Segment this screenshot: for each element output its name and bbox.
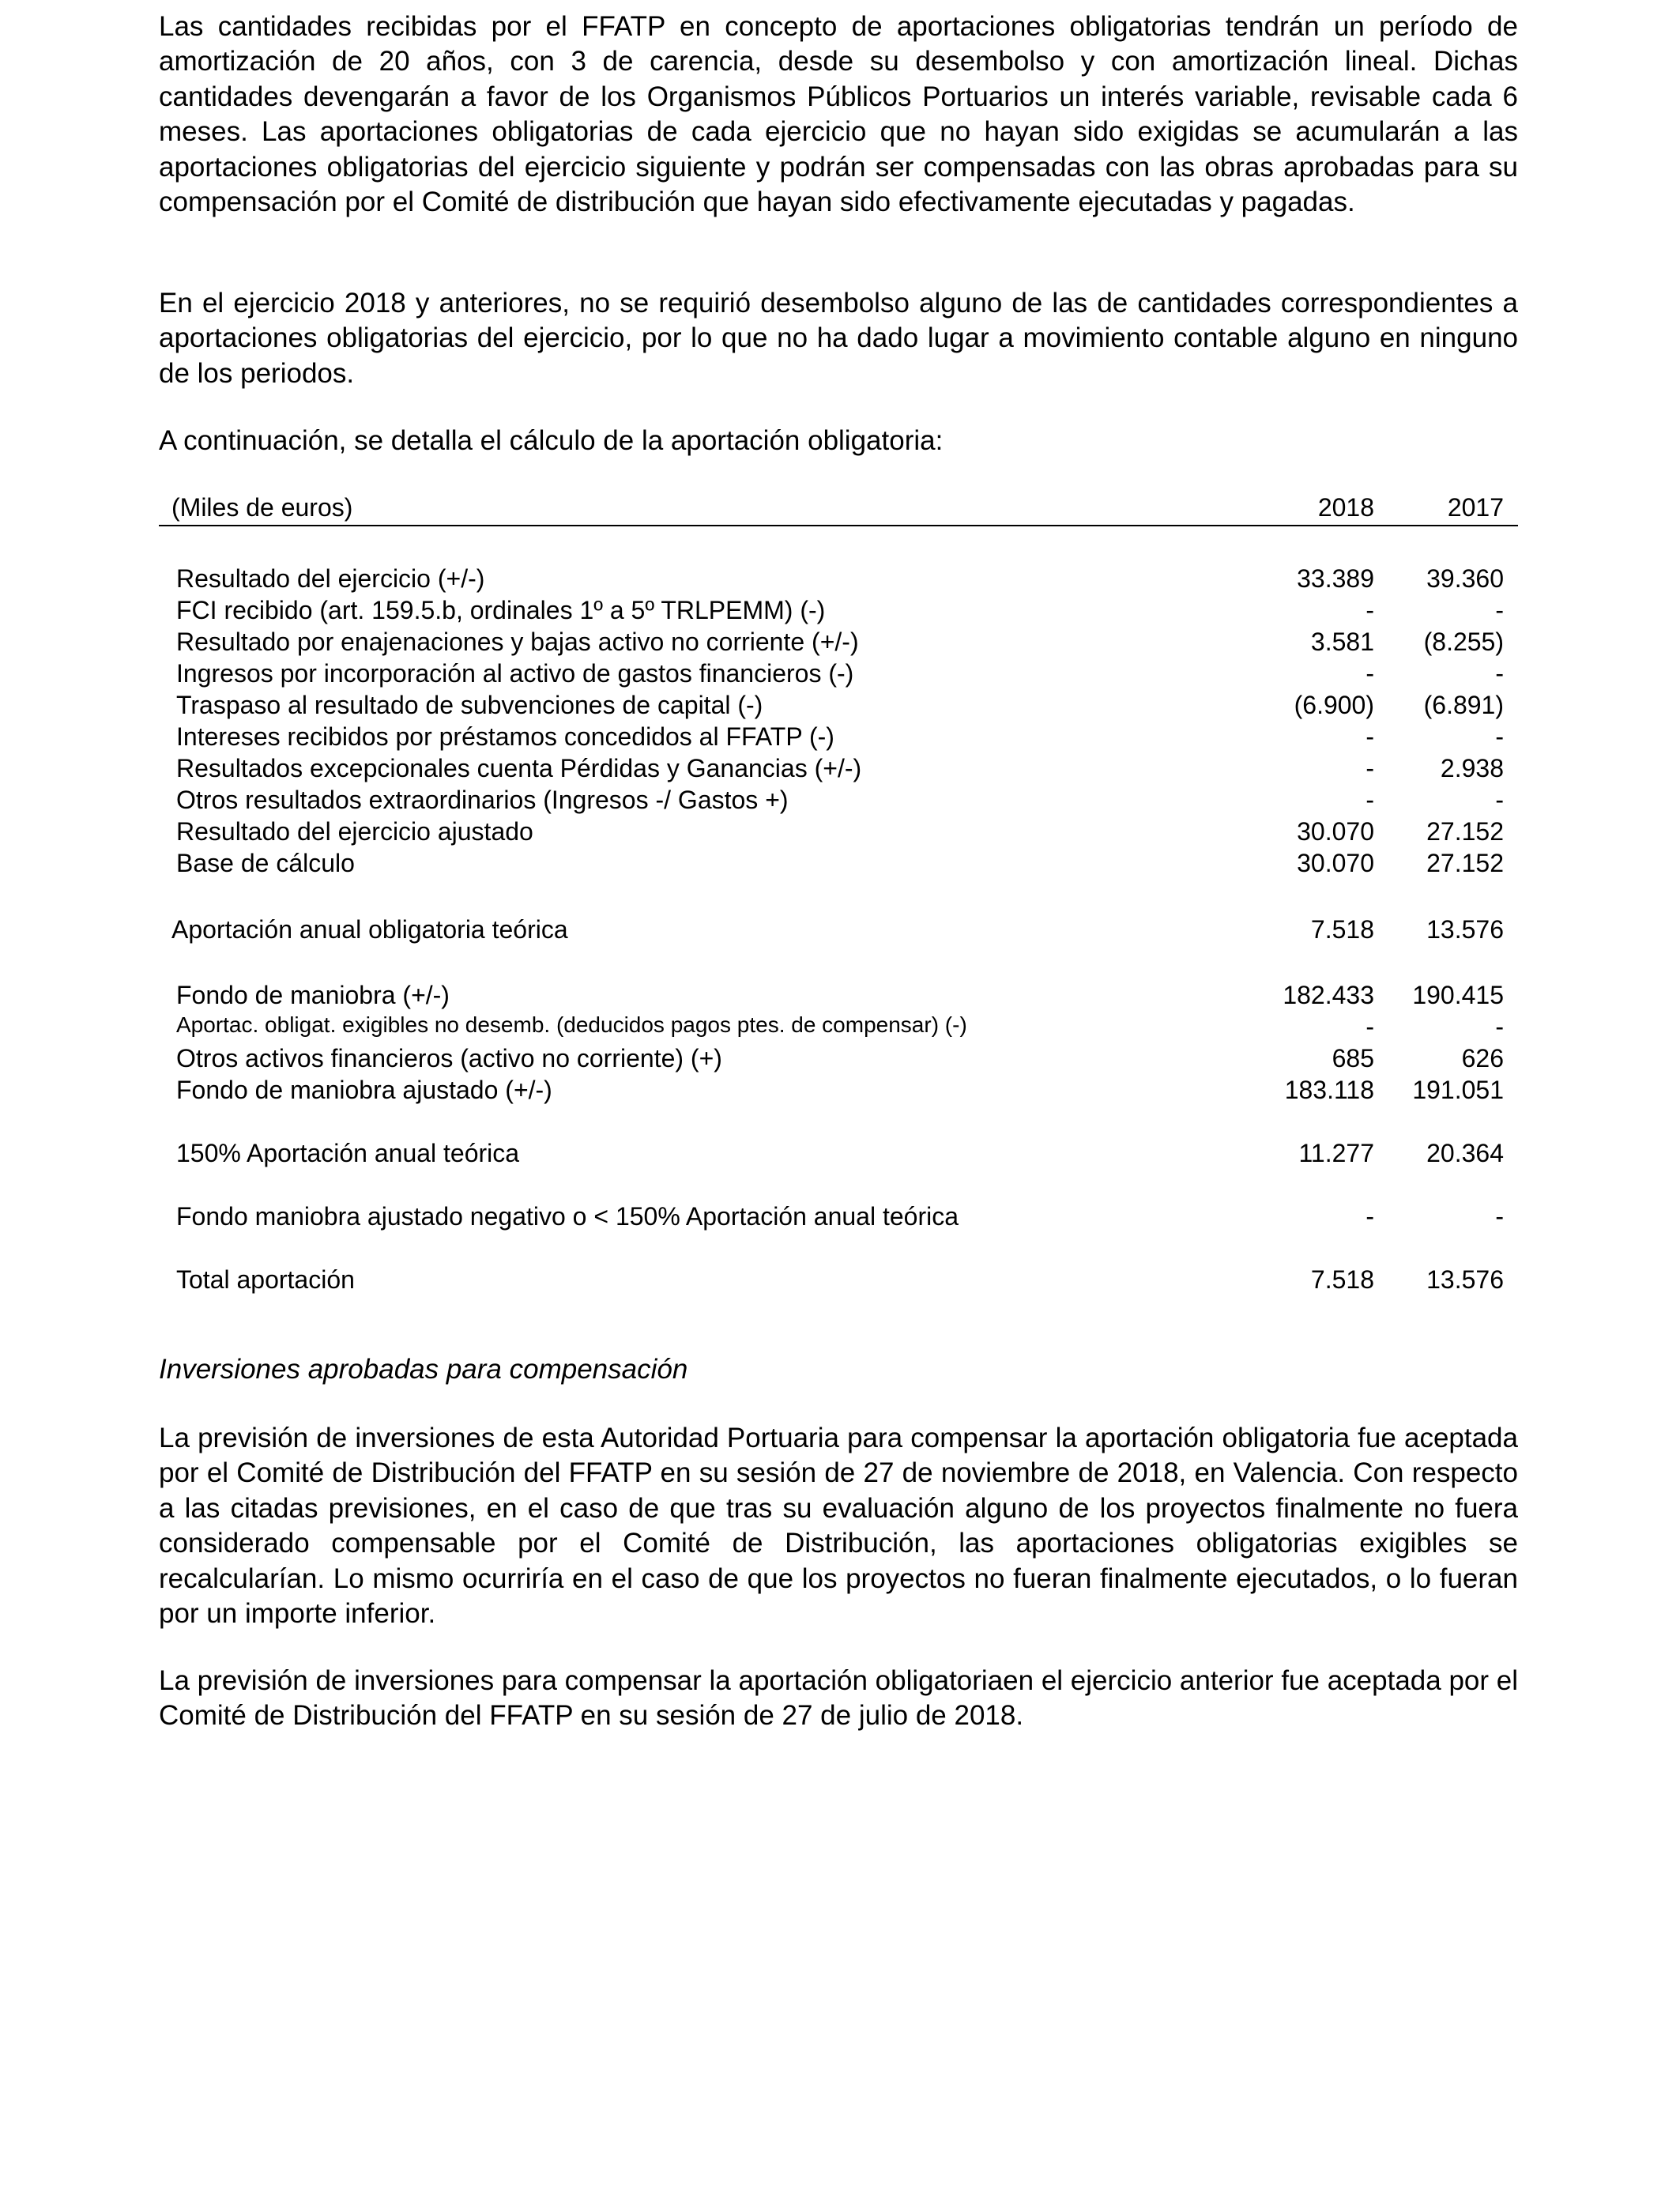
row-value-2018: - (1365, 1012, 1374, 1041)
row-value-2017: 20.364 (1426, 1139, 1504, 1167)
row-value-2018: 182.433 (1283, 981, 1374, 1009)
table-row (159, 564, 1518, 596)
row-value-2017: (8.255) (1423, 628, 1504, 656)
paragraph-amortization: Las cantidades recibidas por el FFATP en concepto de aportaciones obligatorias tendrán un período de amortización de 20 años, con 3 de carencia, desde su desembolso y con amortización lineal. Dichas cantidades devengarán a favor de los Organismos Públicos Portuarios un interés variable, revisable cada 6 meses. Las aportaciones obligatorias de cada ejercicio que no hayan sido exigidas se acumularán a las aportaciones obligatorias del ejercicio siguiente y podrán ser compensadas con las obras aprobadas para su compensación por el Comité de distribución que hayan sido efectivamente ejecutadas y pagadas. (159, 11, 1518, 218)
row-value-2018: 7.518 (1310, 1265, 1374, 1294)
row-label: Ingresos por incorporación al activo de gastos financieros (-) (176, 659, 854, 688)
row-value-2018: 11.277 (1298, 1139, 1374, 1167)
row-value-2018: 685 (1332, 1044, 1374, 1072)
table-header-2018: 2018 (1317, 493, 1374, 522)
table-row (159, 981, 1518, 1012)
paragraph-prevision-anterior: La previsión de inversiones para compensar la aportación obligatoriaen el ejercicio anterior fue aceptada por el Comité de Distribución del FFATP en su sesión de 27 de julio de 2018. (159, 1665, 1518, 1732)
row-label: Fondo maniobra ajustado negativo o < 150% Aportación anual teórica (176, 1202, 959, 1231)
table-row (159, 786, 1518, 817)
row-value-2017: 27.152 (1426, 849, 1504, 877)
table-row (159, 659, 1518, 691)
row-value-2018: - (1365, 754, 1374, 782)
paragraph-ejercicio-2018: En el ejercicio 2018 y anteriores, no se requirió desembolso alguno de las de cantidades correspondientes a aportaciones obligatorias del ejercicio, por lo que no ha dado lugar a movimiento contable alguno en ninguno de los periodos. (159, 288, 1518, 389)
paragraph-table-intro: A continuación, se detalla el cálculo de la aportación obligatoria: (159, 425, 944, 456)
table-row (159, 817, 1518, 849)
row-value-2017: - (1495, 1202, 1504, 1231)
row-value-2017: - (1495, 1012, 1504, 1041)
table-row (159, 691, 1518, 722)
row-label: Aportac. obligat. exigibles no desemb. (deducidos pagos ptes. de compensar) (-) (176, 1012, 967, 1037)
table-row (159, 1202, 1518, 1234)
row-value-2017: 13.576 (1426, 1265, 1504, 1294)
row-value-2018: 33.389 (1297, 564, 1374, 593)
row-label: Fondo de maniobra ajustado (+/-) (176, 1076, 552, 1104)
row-label: Traspaso al resultado de subvenciones de capital (-) (176, 691, 763, 719)
row-label: Base de cálculo (176, 849, 355, 877)
table-row (159, 1265, 1518, 1297)
row-value-2018: 183.118 (1284, 1076, 1374, 1104)
row-label: Total aportación (176, 1265, 355, 1294)
row-value-2017: - (1495, 786, 1504, 814)
row-value-2018: - (1365, 786, 1374, 814)
row-value-2017: 626 (1461, 1044, 1504, 1072)
row-value-2017: 2.938 (1440, 754, 1504, 782)
table-row (159, 1139, 1518, 1171)
row-label: Aportación anual obligatoria teórica (171, 915, 568, 944)
table-row (159, 1076, 1518, 1107)
row-value-2017: 190.415 (1412, 981, 1504, 1009)
table-row (159, 754, 1518, 786)
row-value-2017: 39.360 (1426, 564, 1504, 593)
table-header-2017: 2017 (1447, 493, 1504, 522)
row-value-2018: 30.070 (1297, 817, 1374, 846)
row-value-2017: - (1495, 659, 1504, 688)
paragraph-prevision-inversiones: La previsión de inversiones de esta Autoridad Portuaria para compensar la aportación obligatoria fue aceptada por el Comité de Distribución del FFATP en su sesión de 27 de noviembre de 2018, en Valencia. Con respecto a las citadas previsiones, en el caso de que tras su evaluación alguno de los proyectos finalmente no fuera considerado compensable por el Comité de Distribución, las aportaciones obligatorias exigibles se recalcularían. Lo mismo ocurriría en el caso de que los proyectos no fueran finalmente ejecutados, o lo fueran por un importe inferior. (159, 1423, 1518, 1630)
row-value-2018: - (1365, 596, 1374, 624)
row-value-2017: - (1495, 596, 1504, 624)
row-label: Otros resultados extraordinarios (Ingresos -/ Gastos +) (176, 786, 789, 814)
row-value-2018: 3.581 (1310, 628, 1374, 656)
row-value-2017: (6.891) (1423, 691, 1504, 719)
table-row (159, 596, 1518, 628)
table-header (159, 490, 1518, 526)
table-row (159, 628, 1518, 659)
row-label: Resultado por enajenaciones y bajas activo no corriente (+/-) (176, 628, 859, 656)
row-label: Resultado del ejercicio (+/-) (176, 564, 485, 593)
row-value-2018: - (1365, 1202, 1374, 1231)
table-row (159, 722, 1518, 754)
table-row (159, 915, 1518, 947)
row-label: Intereses recibidos por préstamos concedidos al FFATP (-) (176, 722, 834, 751)
row-value-2018: - (1365, 659, 1374, 688)
row-value-2017: 27.152 (1426, 817, 1504, 846)
row-label: Otros activos financieros (activo no corriente) (+) (176, 1044, 722, 1072)
row-value-2017: - (1495, 722, 1504, 751)
table-row (159, 1012, 1518, 1044)
row-value-2017: 13.576 (1426, 915, 1504, 944)
row-label: FCI recibido (art. 159.5.b, ordinales 1º a 5º TRLPEMM) (-) (176, 596, 826, 624)
section-heading-inversiones: Inversiones aprobadas para compensación (159, 1354, 688, 1385)
table-row (159, 1044, 1518, 1076)
table-row (159, 849, 1518, 880)
row-label: Resultado del ejercicio ajustado (176, 817, 533, 846)
row-value-2018: (6.900) (1294, 691, 1374, 719)
table-header-units: (Miles de euros) (171, 493, 353, 522)
row-label: Resultados excepcionales cuenta Pérdidas y Ganancias (+/-) (176, 754, 862, 782)
row-label: 150% Aportación anual teórica (176, 1139, 520, 1167)
row-value-2018: 30.070 (1297, 849, 1374, 877)
row-value-2018: 7.518 (1310, 915, 1374, 944)
row-value-2018: - (1365, 722, 1374, 751)
row-value-2017: 191.051 (1412, 1076, 1504, 1104)
row-label: Fondo de maniobra (+/-) (176, 981, 450, 1009)
